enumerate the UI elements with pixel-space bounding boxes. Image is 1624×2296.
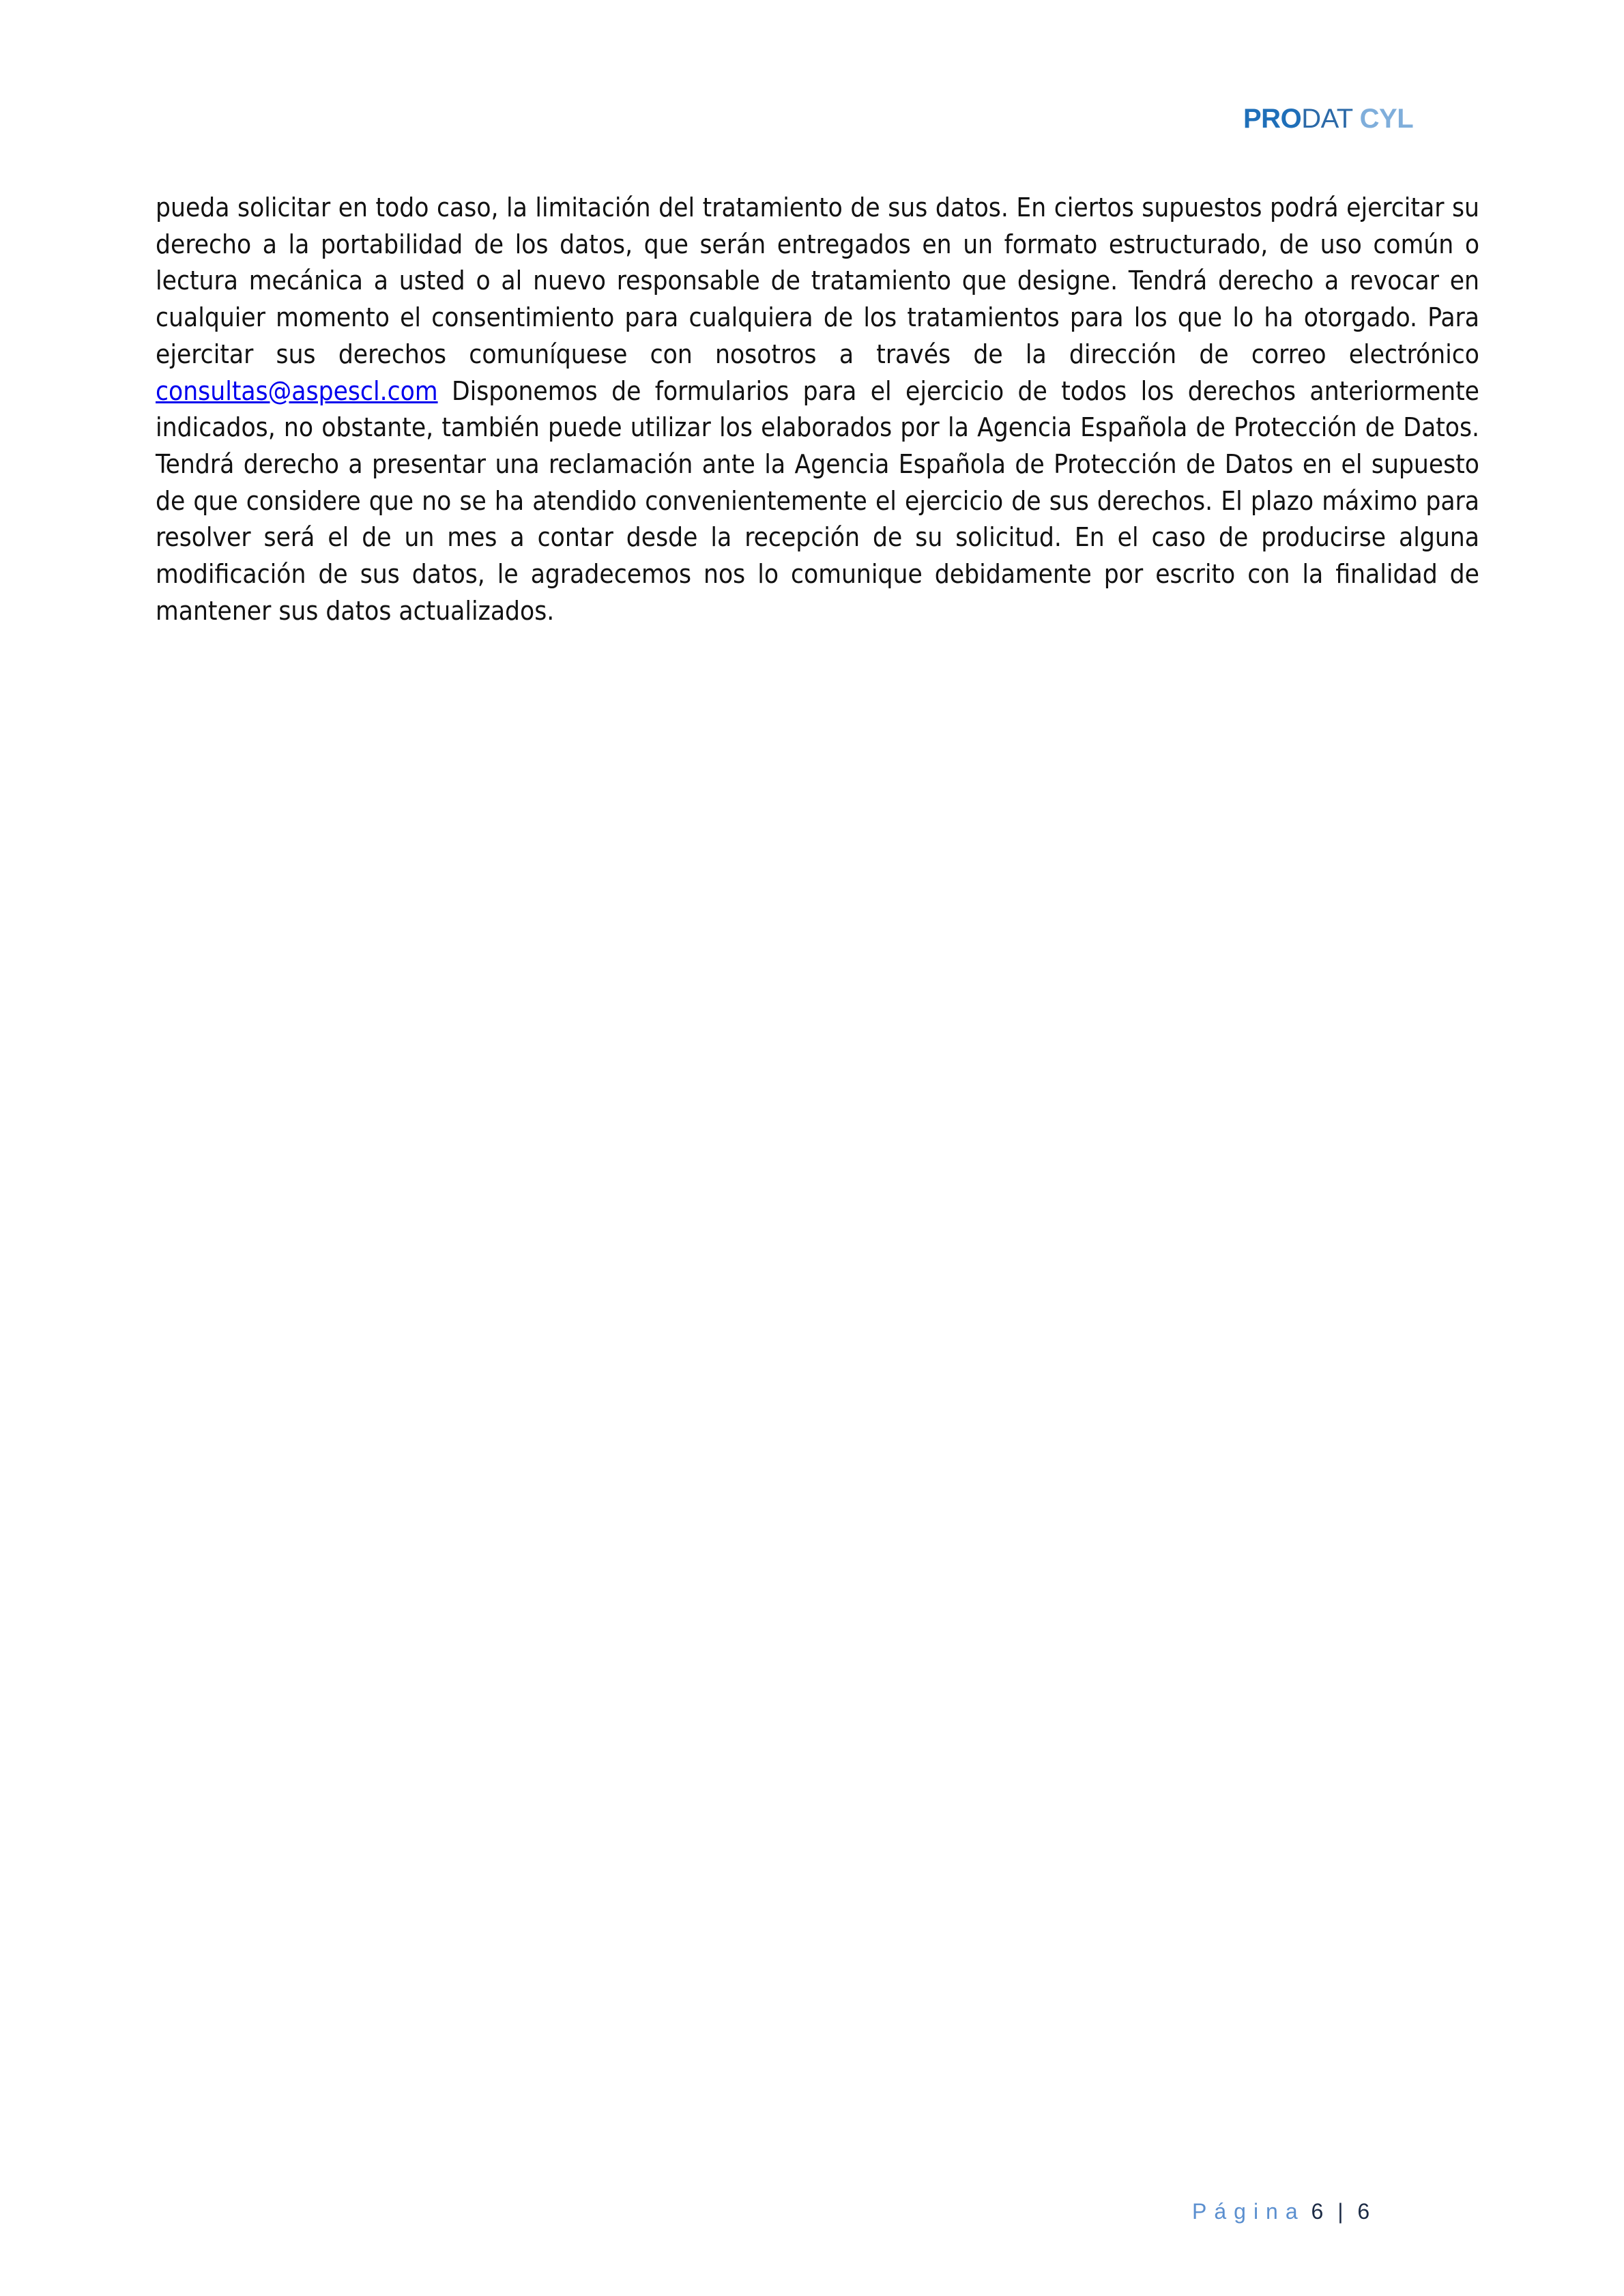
page-footer (1192, 2199, 1374, 2224)
paragraph-text-end: Disponemos de formularios para el ejercicio de todos los derechos anteriormente indicados, no obstante, también puede utilizar los elaborados por la Agencia Española de Protección de Datos. Tendrá derecho a presentar una reclamación ante la Agencia Española de Protección de Datos en el supuesto de que considere que no se ha atendido convenientemente el ejercicio de sus derechos. El plazo máximo para resolver será el de un mes a contar desde la recepción de su solicitud. En el caso de producirse alguna modificación de sus datos, le agradecemos nos lo comunique debidamente por escrito con la finalidad de mantener sus datos actualizados. (156, 375, 1479, 627)
logo-cyl: CYL (1359, 104, 1414, 134)
logo-dat: DAT (1301, 104, 1352, 134)
page-number: 6 | 6 (1311, 2199, 1374, 2224)
header-logo (1243, 104, 1413, 134)
paragraph-text-start: pueda solicitar en todo caso, la limitación del tratamiento de sus datos. En ciertos supuestos podrá ejercitar su derecho a la portabilidad de los datos, que serán entregados en un formato estructurado, de uso común o lectura mecánica a usted o al nuevo responsable de tratamiento que designe. Tendrá derecho a revocar en cualquier momento el consentimiento para cualquiera de los tratamientos para los que lo ha otorgado. Para ejercitar sus derechos comuníquese con nosotros a través de la dirección de correo electrónico (156, 192, 1479, 370)
email-link[interactable]: consultas@aspescl.com (156, 375, 438, 407)
page-label: Página (1192, 2199, 1305, 2224)
body-paragraph (156, 190, 1479, 629)
logo-pro: PRO (1243, 104, 1302, 134)
